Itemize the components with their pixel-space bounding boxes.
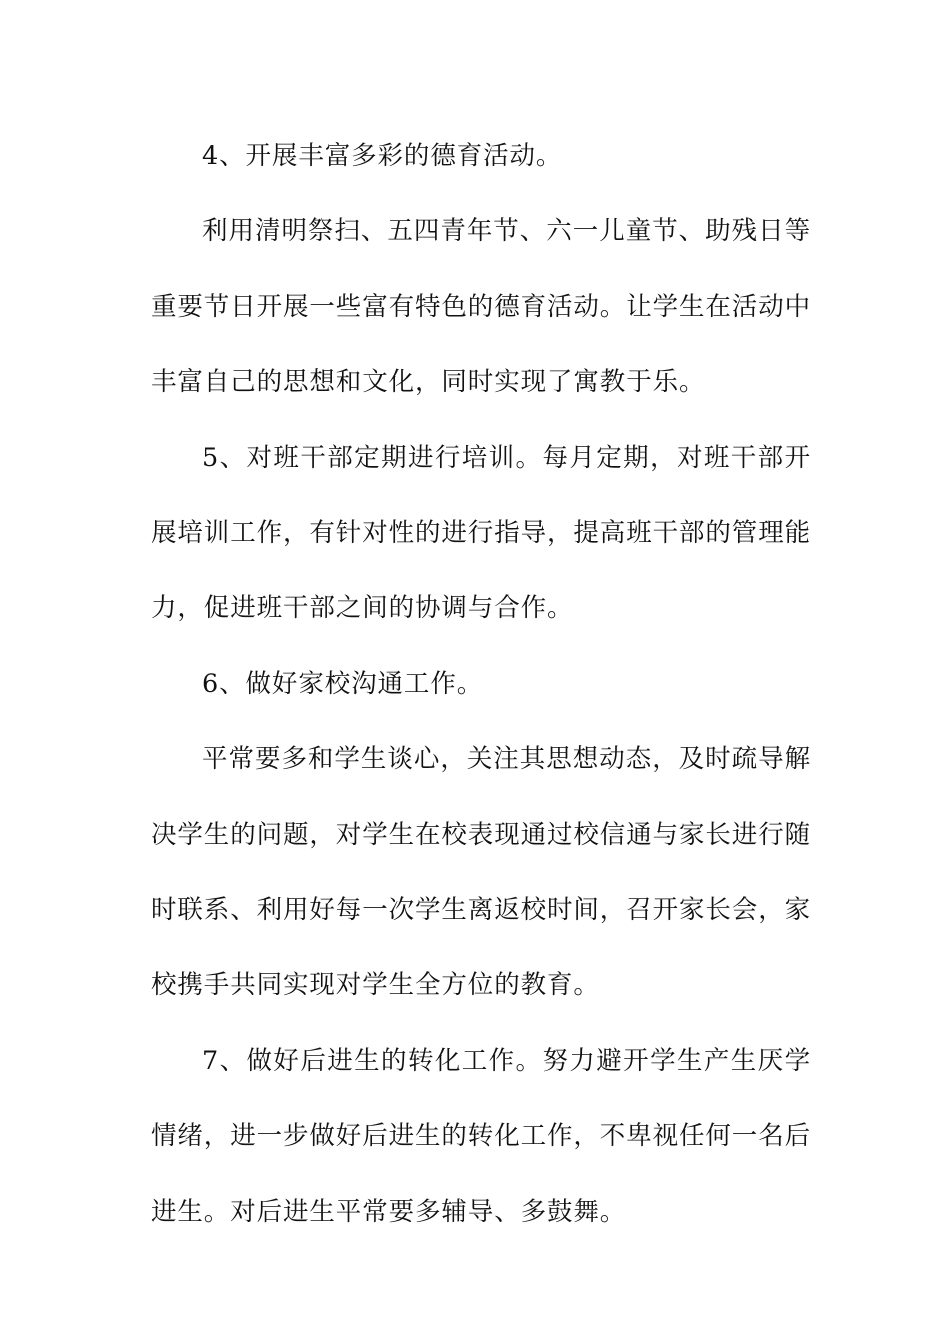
document-body bbox=[151, 119, 811, 1250]
paragraph-moral-activities: 利用清明祭扫、五四青年节、六一儿童节、助残日等重要节日开展一些富有特色的德育活动。让学生在活动中丰富自己的思想和文化，同时实现了寓教于乐。 bbox=[151, 216, 812, 398]
paragraph-home-school-communication: 平常要多和学生谈心，关注其思想动态，及时疏导解决学生的问题，对学生在校表现通过校信通与家长进行随时联系、利用好每一次学生离返校时间，召开家长会，家校携手共同实现对学生全方位的教育。 bbox=[151, 744, 812, 1001]
paragraph-item-5-class-cadre-training: 5、对班干部定期进行培训。每月定期，对班干部开展培训工作，有针对性的进行指导，提高班干部的管理能力，促进班干部之间的协调与合作。 bbox=[151, 442, 812, 624]
paragraph-item-6-heading: 6、做好家校沟通工作。 bbox=[202, 668, 484, 699]
paragraph-item-7-underachiever-transformation: 7、做好后进生的转化工作。努力避开学生产生厌学情绪，进一步做好后进生的转化工作，不卑视任何一名后进生。对后进生平常要多辅导、多鼓舞。 bbox=[151, 1045, 812, 1227]
paragraph-item-4-heading: 4、开展丰富多彩的德育活动。 bbox=[202, 141, 563, 171]
